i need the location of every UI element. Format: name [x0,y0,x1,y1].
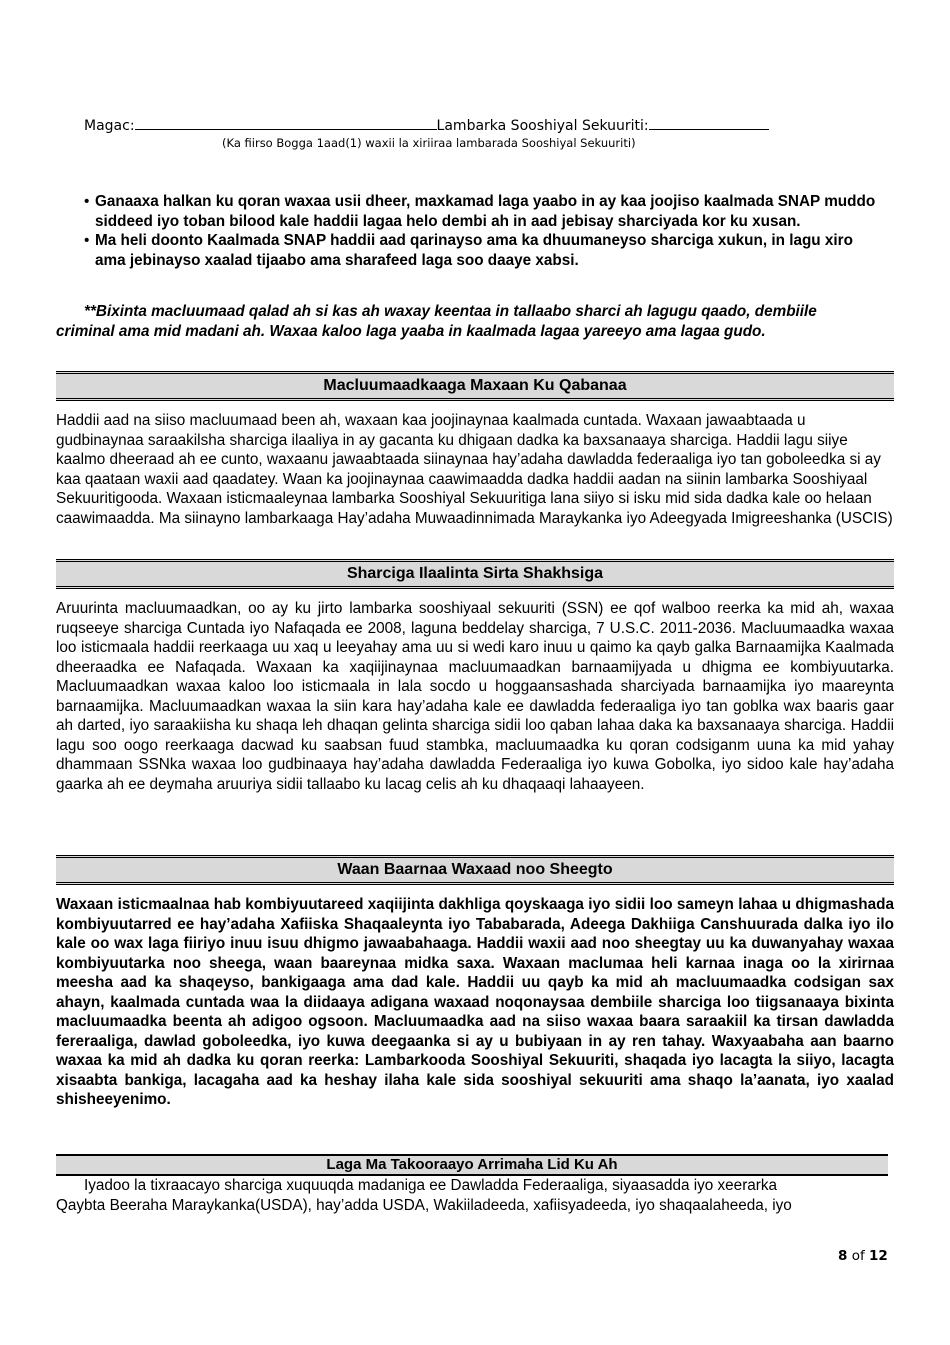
section-body-verification: Waxaan isticmaalnaa hab kombiyuutareed xaqiijinta dakhliga qoyskaaga iyo sidii loo sameyn lahaa u dhigmashada kombiyuutarred ee hay’adaha Xafiiska Shaqaaleynta iyo Tababarada, Adeega Dakhiiga Canshuurada dalka iyo ilo kale oo wax laga fiiriyo inuu isuu dhigmo jawaabahaaga. Haddii waxii aad noo sheegtay uu ka duwanyahay waxaa kombiyuutarka noo sheega, waan baareynaa midka saxa. Waxaan maclumaa heli karnaa inaga oo la xirirnaa meesha aad ka shaqeyso, bankigaaga ama dad kale. Haddii uu qayb ka mid ah macluumaadka codsigan sax ahayn, kaalmada cuntada waa la diidaaya adigana waxaad noqonaysaa dembiile sharciga loo tiigsanaaya bixinta macluumaadka beenta ah adigoo ogsoon. Macluumaadka aad na siiso waxaa baara saraakiil ka tirsan dawladda fereraaliga, dawlad goboleedka, iyo kuwa deegaanka si ay u bubiyaan in ay ren tahay. Waxyaabaha aan baarno waxaa ka mid ah dadka ku qoran reerka: Lambarkooda Sooshiyal Sekuuriti, shaqada iyo lacagta la siiyo, lacagta xisaabta bankiga, lacagaha aad ka heshay ilaha kale sida sooshiyal sekuuriti ama shaqo la’aanata, iyo xaalad shisheeyenimo. [56,896,894,1108]
name-label: Magac: [84,118,135,134]
section-heading-nondiscrimination: Laga Ma Takooraayo Arrimaha Lid Ku Ah [56,1154,888,1176]
penalty-bullets [84,192,884,270]
ssn-note: (Ka fiirso Bogga 1aad(1) waxii la xiriiraa lambarada Sooshiyal Sekuuriti) [222,136,636,150]
header-line [84,114,769,134]
bullet-item: • Ma heli doonto Kaalmada SNAP haddii aad qarinayso ama ka dhuumaneyso sharciga xukun, in lagu xiro ama jebinayso xaalad tijaabo ama sharafeed laga soo daaye xabsi. [84,231,884,270]
page-number [838,1248,888,1264]
section-body-privacy: Haddii aad na siiso macluumaad been ah, waxaan kaa joojinaynaa kaalmada cuntada. Waxaan jawaabtaada u gudbinaynaa saraakilsha sharciga ilaaliya in ay gacanta ku dhigaan dadka ka baxsanaaya sharciga. Haddii lagu siiye kaalmo dheeraad ah ee cunto, waxaanu jawaabtaada siinaynaa hay’adaha dawladda federaaliga iyo tan goboleedka si ay kaa qaataan waxii aad qaadatey. Waan ka joojinaynaa caawimaadda dadka haddii aadan na siinin lambarka Sooshiyaal Sekuuritigooda. Waxaan isticmaaleynaa lambarka Sooshiyal Sekuuritiga lana siiyo si isku mid sida dadka kale oo helaan caawimaadda. Ma siinayno lambarkaaga Hay’adaha Muwaadinnimada Maraykanka iyo Adeegyada Imigreeshanka (USCIS) [56,412,893,527]
section-heading-privacy: Macluumaadkaaga Maxaan Ku Qabanaa [56,371,894,401]
page-of: of [851,1248,865,1264]
nondiscrimination-line: Qaybta Beeraha Maraykanka(USDA), hay’adda USDA, Wakiiladeeda, xafiisyadeeda, iyo shaqaalaheeda, iyo [56,1196,792,1214]
section-heading-privacy-act: Sharciga Ilaalinta Sirta Shakhsiga [56,559,894,589]
bullet-item: • Ganaaxa halkan ku qoran waxaa usii dheer, maxkamad laga yaabo in ay kaa joojiso kaalmada SNAP muddo siddeed iyo toban bilood kale haddii lagaa helo dembi ah in aad jebisay sharciyada kor ku xusan. [84,192,884,231]
ssn-field[interactable] [649,114,769,130]
false-info-warning: **Bixinta macluumaad qalad ah si kas ah waxay keentaa in tallaabo sharci ah lagugu qaado, dembiile criminal ama mid madani ah. Waxaa kaloo laga yaaba in kaalmada lagaa yareeyo ama lagaa gudo. [56,303,817,340]
nondiscrimination-line: Iyadoo la tixraacayo sharciga xuquuqda madaniga ee Dawladda Federaaliga, siyaasadda iyo xeerarka [84,1177,778,1194]
name-field[interactable] [135,114,437,130]
page-current: 8 [838,1248,848,1264]
section-body-privacy-act: Aruurinta macluumaadkan, oo ay ku jirto lambarka sooshiyaal sekuuriti (SSN) ee qof walboo reerka ka mid ah, waxaa ruqseeye sharciga Cuntada iyo Nafaqada ee 2008, laguna beddelay sharciga, 7 U.S.C. 2011-2036. Macluumaadka waxaa loo isticmaala haddii reerkaaga uu xaq u leeyahay ama uu si wedi karo inuu u qaimo ka qayb galka Barnaamijka Kaalmada dheeraadka ee Nafaqada. Waxaan ka xaqiijinaynaa macluumaadkan barnaamijyada u dhigma ee kombiyuutarka. Macluumaadkan waxaa kaloo loo isticmaala in lala socdo u hoggaansashada sharciyada barnaamijka iyo maareynta barnaamijka. Macluumaadkan waxaa la siin kara hay’adaha kale ee dawladda federaaliga iyo tan goblka wax baaris gaar ah darted, iyo saraakiisha ku shaqa leh dhaqan gelinta sharciga sidii loo qaban lahaa daka ka baxsanaaya sharciga. Haddii lagu soo oogo reerkaaga dacwad ku saabsan fuud stambka, macluumaadka ku qoran codsiganm uuna ka mid yahay dhammaan SSNka waxaa loo gudbinaaya hay’adaha dawladda Federaaliga iyo kuwa Gobolka, iyo sidoo kale hay’adaha gaarka ah ee deymaha aruuriya sidii tallaabo ku lacag celis ah ku dhaqaaqi lahaayeen. [56,600,894,793]
section-heading-verification: Waan Baarnaa Waxaad noo Sheegto [56,855,894,885]
section-body-nondiscrimination [56,1176,894,1215]
ssn-label: Lambarka Sooshiyal Sekuuriti: [436,118,649,134]
page-total: 12 [869,1248,888,1264]
